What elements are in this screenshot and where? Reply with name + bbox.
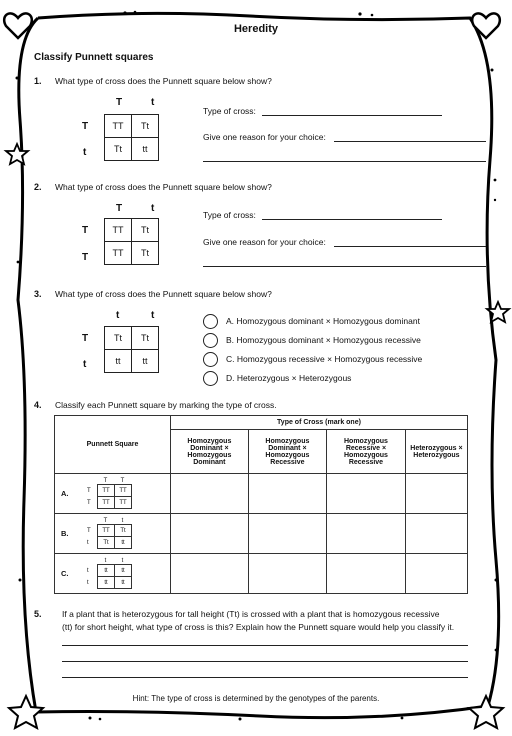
mini-col-allele: T: [120, 478, 125, 484]
punnett-cell: Tt: [105, 138, 132, 161]
q2-type-answer-line[interactable]: [262, 219, 442, 220]
q1-number: 1.: [34, 76, 42, 86]
mini-cell: Tt: [115, 525, 132, 537]
punnett-cell: Tt: [132, 242, 159, 265]
q1-col-allele: T: [116, 97, 123, 108]
mark-cell[interactable]: [248, 554, 326, 594]
mini-col-allele: t: [104, 558, 107, 564]
punnett-cell: Tt: [105, 327, 132, 350]
q2-reason-label: Give one reason for your choice:: [203, 237, 326, 247]
q5-answer-line[interactable]: [62, 645, 468, 646]
row-label: B.: [61, 529, 69, 538]
option-label: A. Homozygous dominant × Homozygous dominant: [226, 316, 420, 326]
q1-col-allele: t: [151, 97, 155, 108]
q1-row-allele: T: [82, 121, 89, 132]
col-header-punnett: Punnett Square: [55, 416, 171, 474]
q3-number: 3.: [34, 289, 42, 299]
type-header: Homozygous Recessive × Homozygous Recessive: [327, 430, 406, 474]
q1-type-answer-line[interactable]: [262, 115, 442, 116]
q5-text-line1: If a plant that is heterozygous for tall height (Tt) is crossed with a plant that is homozygous recessive: [62, 609, 440, 619]
star-icon: [6, 144, 28, 164]
q3-option-d[interactable]: [203, 371, 351, 385]
punnett-cell: Tt: [132, 219, 159, 242]
q3-row-allele: t: [83, 359, 87, 370]
radio-circle-icon[interactable]: [203, 352, 218, 367]
punnett-cell: TT: [105, 219, 132, 242]
col-group-header: Type of Cross (mark one): [171, 416, 468, 430]
mark-cell[interactable]: [171, 474, 249, 514]
type-header: Heterozygous × Heterozygous: [405, 430, 467, 474]
mini-col-allele: T: [103, 518, 108, 524]
q5-text-line2: (tt) for short height, what type of cross is this? Explain how the Punnett square would help you classify it.: [62, 622, 455, 632]
q3-punnett-square: [104, 326, 159, 373]
classification-table: [54, 415, 468, 594]
punnett-cell: TT: [105, 115, 132, 138]
row-label: A.: [61, 489, 69, 498]
mini-punnett-square: [97, 524, 132, 549]
mark-cell[interactable]: [171, 554, 249, 594]
mini-col-allele: t: [121, 518, 124, 524]
mini-cell: tt: [115, 577, 132, 589]
mark-cell[interactable]: [248, 474, 326, 514]
mini-cell: tt: [98, 577, 115, 589]
q5-answer-line[interactable]: [62, 661, 468, 662]
mini-row-allele: T: [87, 527, 91, 534]
punnett-cell: tt: [105, 350, 132, 373]
table-row: [55, 514, 468, 554]
q2-reason-answer-line-2[interactable]: [203, 266, 486, 267]
mark-cell[interactable]: [405, 554, 467, 594]
punnett-cell: tt: [132, 350, 159, 373]
mark-cell[interactable]: [327, 554, 406, 594]
mini-col-allele: T: [103, 478, 108, 484]
punnett-cell: TT: [105, 242, 132, 265]
q1-reason-label: Give one reason for your choice:: [203, 132, 326, 142]
mark-cell[interactable]: [248, 514, 326, 554]
type-header: Homozygous Dominant × Homozygous Recessive: [248, 430, 326, 474]
punnett-cell-b: [55, 514, 171, 554]
q2-text: What type of cross does the Punnett square below show?: [55, 182, 272, 192]
mini-cell: Tt: [98, 537, 115, 549]
mini-cell: tt: [115, 537, 132, 549]
q2-number: 2.: [34, 182, 42, 192]
option-label: B. Homozygous dominant × Homozygous recessive: [226, 335, 421, 345]
punnett-cell: Tt: [132, 115, 159, 138]
mini-row-allele: t: [87, 539, 89, 546]
q2-punnett-square: [104, 218, 159, 265]
mini-row-allele: T: [87, 499, 91, 506]
mark-cell[interactable]: [327, 514, 406, 554]
q1-punnett-square: [104, 114, 159, 161]
section-heading: Classify Punnett squares: [34, 52, 154, 63]
q3-option-c[interactable]: [203, 352, 422, 366]
mark-cell[interactable]: [405, 514, 467, 554]
table-row: [55, 474, 468, 514]
q3-row-allele: T: [82, 333, 89, 344]
q5-number: 5.: [34, 609, 42, 619]
type-header: Homozygous Dominant × Homozygous Dominant: [171, 430, 249, 474]
q4-number: 4.: [34, 400, 42, 410]
mini-col-allele: t: [121, 558, 124, 564]
q1-type-label: Type of cross:: [203, 106, 256, 116]
mini-cell: TT: [98, 497, 115, 509]
radio-circle-icon[interactable]: [203, 371, 218, 386]
q3-col-allele: t: [116, 310, 120, 321]
mini-cell: TT: [98, 525, 115, 537]
q5-answer-line[interactable]: [62, 677, 468, 678]
table-row: [55, 554, 468, 594]
q3-text: What type of cross does the Punnett square below show?: [55, 289, 272, 299]
q3-option-b[interactable]: [203, 333, 421, 347]
mini-punnett-square: [97, 564, 132, 589]
punnett-cell-a: [55, 474, 171, 514]
page-title: Heredity: [233, 23, 279, 35]
q1-reason-answer-line[interactable]: [334, 141, 486, 142]
q2-col-allele: t: [151, 203, 155, 214]
row-label: C.: [61, 569, 69, 578]
mini-row-allele: T: [87, 487, 91, 494]
punnett-cell-c: [55, 554, 171, 594]
option-label: D. Heterozygous × Heterozygous: [226, 373, 352, 383]
q1-text: What type of cross does the Punnett square below show?: [55, 76, 272, 86]
mini-cell: TT: [115, 497, 132, 509]
q2-col-allele: T: [116, 203, 123, 214]
mini-cell: TT: [115, 485, 132, 497]
q2-reason-answer-line[interactable]: [334, 246, 486, 247]
radio-circle-icon[interactable]: [203, 333, 218, 348]
option-label: C. Homozygous recessive × Homozygous recessive: [226, 354, 423, 364]
mark-cell[interactable]: [405, 474, 467, 514]
punnett-cell: Tt: [132, 327, 159, 350]
radio-circle-icon[interactable]: [203, 314, 218, 329]
mini-row-allele: t: [87, 567, 89, 574]
q3-option-a[interactable]: [203, 314, 420, 328]
hint-text: Hint: The type of cross is determined by the genotypes of the parents.: [132, 694, 380, 703]
mini-cell: TT: [98, 485, 115, 497]
mark-cell[interactable]: [171, 514, 249, 554]
mini-punnett-square: [97, 484, 132, 509]
punnett-cell: tt: [132, 138, 159, 161]
mini-cell: tt: [115, 565, 132, 577]
q3-col-allele: t: [151, 310, 155, 321]
q2-row-allele: T: [82, 252, 89, 263]
mini-cell: tt: [98, 565, 115, 577]
q1-row-allele: t: [83, 147, 87, 158]
q2-row-allele: T: [82, 225, 89, 236]
q1-reason-answer-line-2[interactable]: [203, 161, 486, 162]
mini-row-allele: t: [87, 579, 89, 586]
q2-type-label: Type of cross:: [203, 210, 256, 220]
q4-text: Classify each Punnett square by marking the type of cross.: [55, 400, 277, 410]
mark-cell[interactable]: [327, 474, 406, 514]
